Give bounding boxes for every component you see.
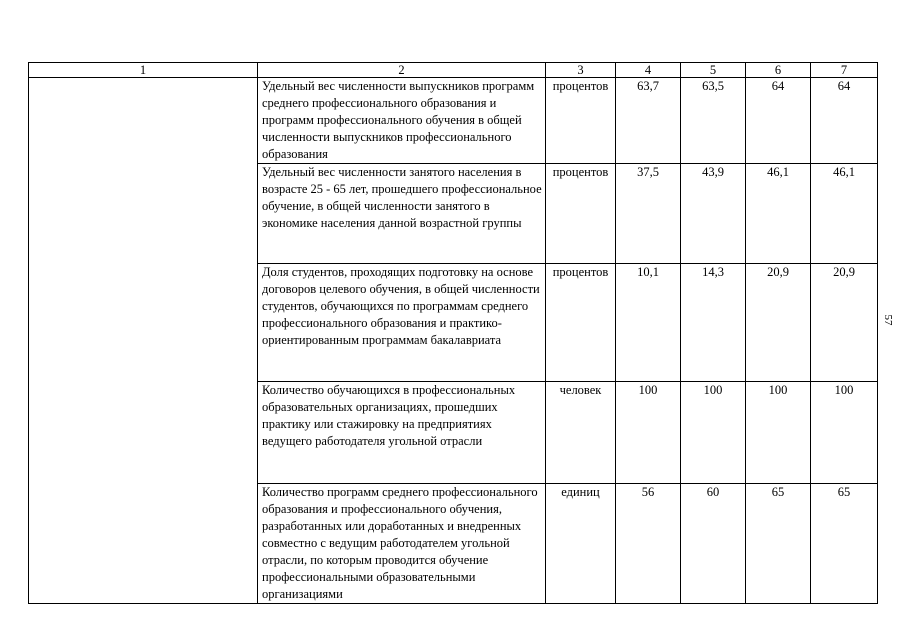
- indicator-cell: Количество обучающихся в профессиональных образовательных организациях, прошедших практику или стажировку на предприятиях ведущего работодателя угольной отрасли: [258, 382, 546, 484]
- value-cell-7: 20,9: [811, 264, 878, 382]
- header-row: [29, 63, 878, 78]
- value-cell-6: 46,1: [746, 164, 811, 264]
- value-cell-5: 60: [681, 484, 746, 604]
- value-cell-4: 10,1: [616, 264, 681, 382]
- header-col-6: 6: [746, 63, 811, 78]
- value-cell-7: 64: [811, 78, 878, 164]
- unit-cell: процентов: [546, 264, 616, 382]
- value-cell-6: 100: [746, 382, 811, 484]
- value-cell-5: 43,9: [681, 164, 746, 264]
- unit-cell: процентов: [546, 164, 616, 264]
- value-cell-4: 63,7: [616, 78, 681, 164]
- section-cell: [29, 78, 258, 604]
- header-col-3: 3: [546, 63, 616, 78]
- indicator-cell: Удельный вес численности выпускников программ среднего профессионального образования и программ профессионального обучения в общей численности выпускников профессионального образования: [258, 78, 546, 164]
- value-cell-4: 56: [616, 484, 681, 604]
- header-col-4: 4: [616, 63, 681, 78]
- value-cell-5: 14,3: [681, 264, 746, 382]
- value-cell-5: 100: [681, 382, 746, 484]
- value-cell-6: 20,9: [746, 264, 811, 382]
- unit-cell: единиц: [546, 484, 616, 604]
- header-col-2: 2: [258, 63, 546, 78]
- table-row: [29, 78, 878, 164]
- value-cell-7: 65: [811, 484, 878, 604]
- page-number: 57: [882, 314, 894, 326]
- indicators-table: [28, 62, 878, 604]
- value-cell-4: 37,5: [616, 164, 681, 264]
- header-col-5: 5: [681, 63, 746, 78]
- value-cell-4: 100: [616, 382, 681, 484]
- unit-cell: процентов: [546, 78, 616, 164]
- indicator-cell: Доля студентов, проходящих подготовку на основе договоров целевого обучения, в общей численности студентов, обучающихся по программам среднего профессионального образования и практико-ориентированным программам бакалавриата: [258, 264, 546, 382]
- unit-cell: человек: [546, 382, 616, 484]
- value-cell-7: 100: [811, 382, 878, 484]
- header-col-7: 7: [811, 63, 878, 78]
- value-cell-7: 46,1: [811, 164, 878, 264]
- indicator-cell: Удельный вес численности занятого населения в возрасте 25 - 65 лет, прошедшего профессиональное обучение, в общей численности занятого в экономике населения данной возрастной группы: [258, 164, 546, 264]
- value-cell-6: 64: [746, 78, 811, 164]
- header-col-1: 1: [29, 63, 258, 78]
- value-cell-6: 65: [746, 484, 811, 604]
- value-cell-5: 63,5: [681, 78, 746, 164]
- indicator-cell: Количество программ среднего профессионального образования и профессионального обучения, разработанных или доработанных и внедренных совместно с ведущим работодателем угольной отрасли, по которым проводится обучение профессиональными образовательными организациями: [258, 484, 546, 604]
